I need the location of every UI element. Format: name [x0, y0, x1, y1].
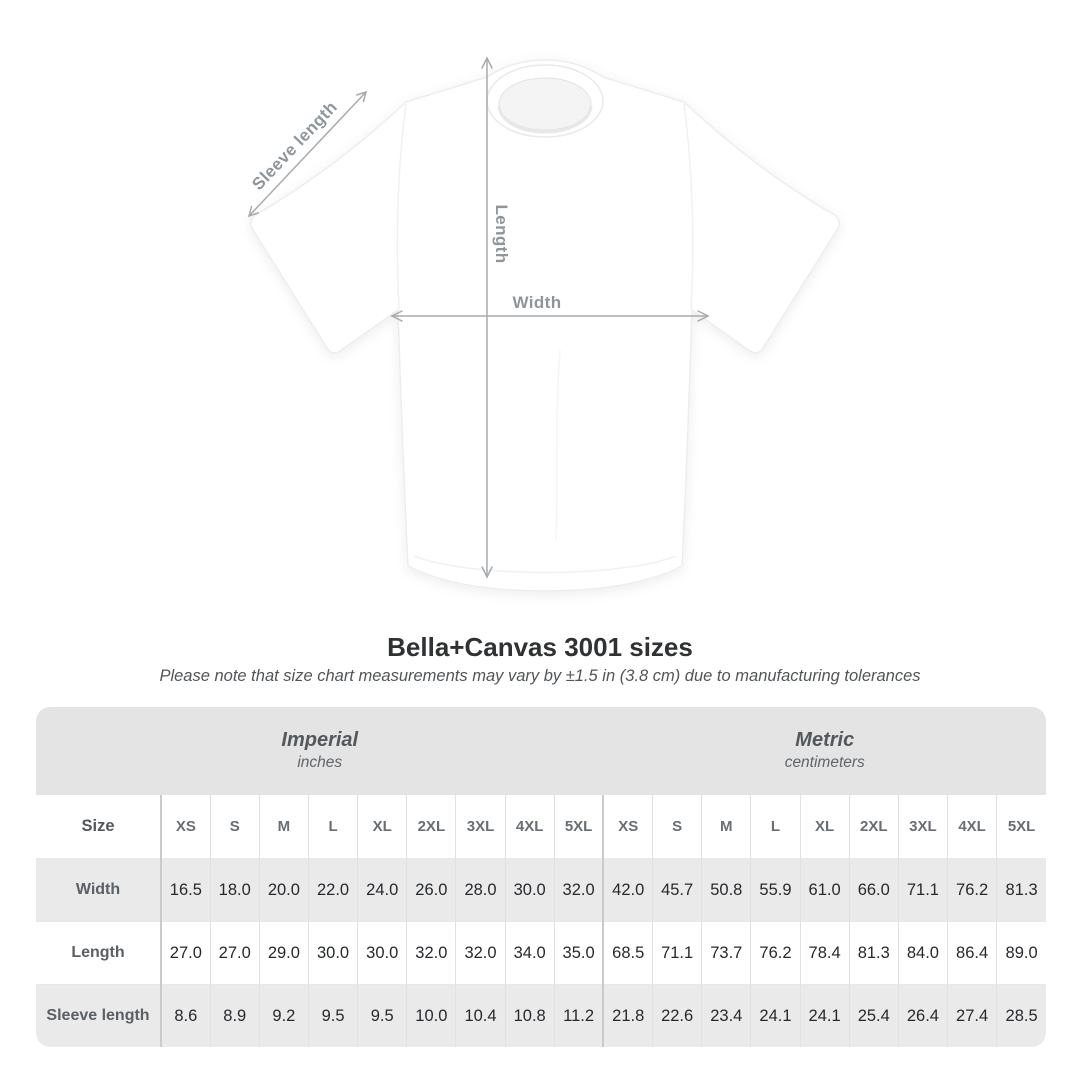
measurement-cell: 32.0: [554, 859, 603, 922]
page-subtitle: Please note that size chart measurements may vary by ±1.5 in (3.8 cm) due to manufacturing tolerances: [159, 667, 921, 685]
measurement-cell: 81.3: [849, 922, 898, 985]
size-header-cell: XL: [358, 795, 407, 859]
size-header-cell: S: [210, 795, 259, 859]
measurement-cell: 86.4: [948, 922, 997, 985]
width-row: [36, 859, 1046, 922]
measurement-cell: 35.0: [554, 922, 603, 985]
measurement-cell: 9.2: [259, 985, 308, 1048]
measurement-cell: 89.0: [997, 922, 1046, 985]
sleeve-length-label: Sleeve length: [248, 97, 342, 194]
size-column-header: Size: [36, 795, 161, 859]
measurement-cell: 61.0: [800, 859, 849, 922]
measurement-cell: 24.0: [358, 859, 407, 922]
measurement-cell: 50.8: [702, 859, 751, 922]
measurement-cell: 22.6: [653, 985, 702, 1048]
size-measurements-table: [36, 795, 1046, 1047]
imperial-group-unit: inches: [297, 754, 343, 772]
metric-group-header: [604, 707, 1046, 795]
measurement-cell: 84.0: [898, 922, 947, 985]
size-header-row: [36, 795, 1046, 859]
size-header-cell: M: [702, 795, 751, 859]
measurement-cell: 26.4: [898, 985, 947, 1048]
measurement-cell: 27.0: [161, 922, 210, 985]
measurement-cell: 55.9: [751, 859, 800, 922]
size-header-cell: S: [653, 795, 702, 859]
size-header-cell: L: [308, 795, 357, 859]
metric-group-title: Metric: [795, 729, 855, 752]
measurement-cell: 68.5: [603, 922, 652, 985]
measurement-cell: 28.0: [456, 859, 505, 922]
measurement-cell: 22.0: [308, 859, 357, 922]
measurement-cell: 25.4: [849, 985, 898, 1048]
measurement-cell: 30.0: [505, 859, 554, 922]
measurement-cell: 18.0: [210, 859, 259, 922]
tshirt-collar: [487, 65, 603, 137]
size-header-cell: L: [751, 795, 800, 859]
size-header-cell: 5XL: [554, 795, 603, 859]
measurement-cell: 34.0: [505, 922, 554, 985]
measurement-cell: 29.0: [259, 922, 308, 985]
metric-group-unit: centimeters: [784, 754, 865, 772]
imperial-group-title: Imperial: [281, 729, 359, 752]
measurement-cell: 9.5: [308, 985, 357, 1048]
size-header-cell: 2XL: [407, 795, 456, 859]
measurement-cell: 71.1: [653, 922, 702, 985]
size-header-cell: 4XL: [948, 795, 997, 859]
measurement-cell: 30.0: [308, 922, 357, 985]
measurement-cell: 8.9: [210, 985, 259, 1048]
page-title: Bella+Canvas 3001 sizes: [387, 632, 693, 662]
measurement-cell: 16.5: [161, 859, 210, 922]
measurement-cell: 24.1: [751, 985, 800, 1048]
measurement-cell: 27.0: [210, 922, 259, 985]
measurement-cell: 42.0: [603, 859, 652, 922]
size-header-cell: 3XL: [456, 795, 505, 859]
measurement-cell: 27.4: [948, 985, 997, 1048]
length-row: [36, 922, 1046, 985]
row-label: Sleeve length: [46, 1007, 150, 1024]
size-header-cell: 3XL: [898, 795, 947, 859]
tshirt-body: [251, 60, 840, 591]
imperial-group-header: [36, 707, 604, 795]
size-header-cell: 2XL: [849, 795, 898, 859]
measurement-cell: 11.2: [554, 985, 603, 1048]
measurement-cell: 71.1: [898, 859, 947, 922]
measurement-cell: 10.8: [505, 985, 554, 1048]
measurement-cell: 26.0: [407, 859, 456, 922]
size-header-cell: XS: [161, 795, 210, 859]
measurement-cell: 21.8: [603, 985, 652, 1048]
measurement-cell: 23.4: [702, 985, 751, 1048]
length-label: Length: [492, 204, 511, 264]
unit-group-band: [36, 707, 1046, 795]
measurement-cell: 10.4: [456, 985, 505, 1048]
measurement-cell: 76.2: [948, 859, 997, 922]
measurement-cell: 20.0: [259, 859, 308, 922]
measurement-cell: 30.0: [358, 922, 407, 985]
measurement-cell: 73.7: [702, 922, 751, 985]
size-table: [36, 707, 1046, 1047]
measurement-cell: 32.0: [456, 922, 505, 985]
measurement-cell: 66.0: [849, 859, 898, 922]
row-label: Width: [75, 881, 121, 898]
measurement-cell: 28.5: [997, 985, 1046, 1048]
measurement-cell: 45.7: [653, 859, 702, 922]
size-header-cell: M: [259, 795, 308, 859]
measurement-cell: 8.6: [161, 985, 210, 1048]
width-label: Width: [512, 293, 562, 312]
measurement-cell: 9.5: [358, 985, 407, 1048]
size-header-cell: 5XL: [997, 795, 1046, 859]
measurement-cell: 10.0: [407, 985, 456, 1048]
size-header-cell: XL: [800, 795, 849, 859]
row-label: Length: [71, 944, 125, 961]
size-header-cell: XS: [603, 795, 652, 859]
measurement-cell: 81.3: [997, 859, 1046, 922]
size-header-cell: 4XL: [505, 795, 554, 859]
measurement-cell: 32.0: [407, 922, 456, 985]
measurement-cell: 76.2: [751, 922, 800, 985]
measurement-cell: 78.4: [800, 922, 849, 985]
measurement-cell: 24.1: [800, 985, 849, 1048]
sleeve-length-row: [36, 985, 1046, 1048]
